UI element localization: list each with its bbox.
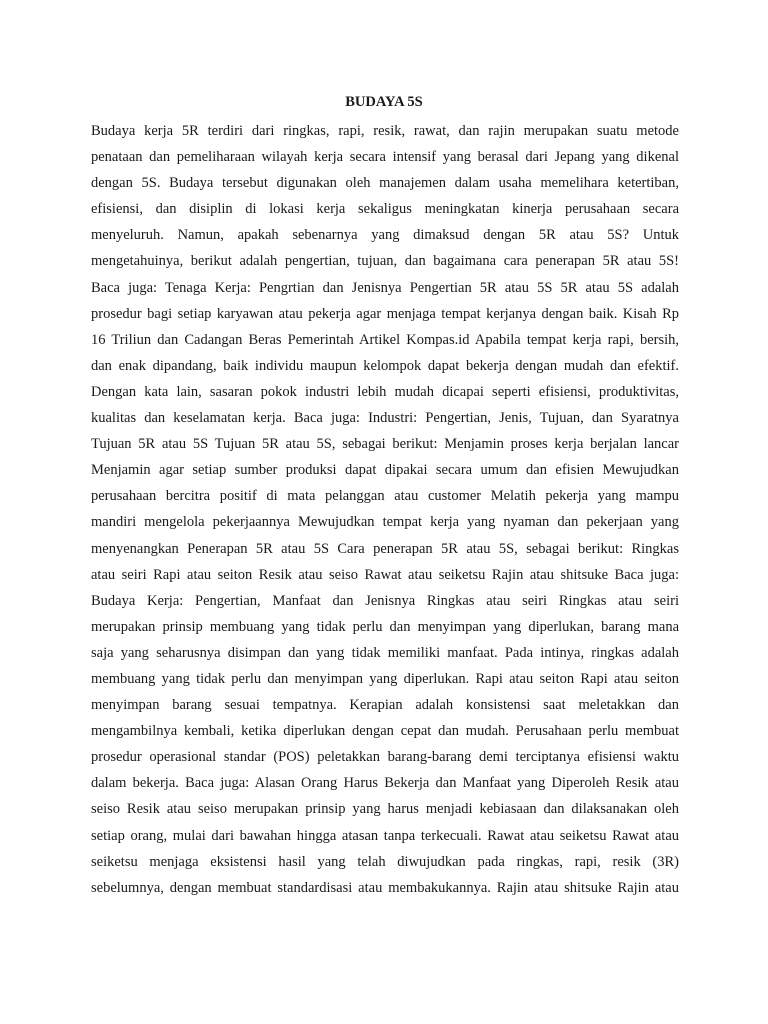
document-body: [91, 118, 679, 901]
body-line: prosedur operasional standar (POS) peletakkan barang-barang demi terciptanya efisiensi waktu: [91, 749, 679, 766]
body-line: membuang yang tidak perlu dan menyimpan yang diperlukan. Rapi atau seiton Rapi atau seiton: [91, 670, 679, 687]
body-line: merupakan prinsip membuang yang tidak perlu dan menyimpan yang diperlukan, barang mana: [91, 618, 679, 635]
body-line: penataan dan pemeliharaan wilayah kerja secara intensif yang berasal dari Jepang yang dikenal: [91, 149, 679, 166]
body-line: seiso Resik atau seiso merupakan prinsip yang harus menjadi kebiasaan dan dilaksanakan oleh: [91, 801, 679, 818]
body-line: setiap orang, mulai dari bawahan hingga atasan tanpa terkecuali. Rawat atau seiketsu Rawat atau: [91, 827, 679, 844]
body-line: mengetahuinya, berikut adalah pengertian, tujuan, dan bagaimana cara penerapan 5R atau 5S!: [91, 253, 679, 270]
body-line: Menjamin agar setiap sumber produksi dapat dipakai secara umum dan efisien Mewujudkan: [91, 462, 679, 479]
body-line: Dengan kata lain, sasaran pokok industri lebih mudah dicapai seperti efisiensi, produktivitas,: [91, 383, 679, 400]
body-line: saja yang seharusnya disimpan dan yang tidak memiliki manfaat. Pada intinya, ringkas adalah: [91, 644, 679, 661]
body-line: seiketsu menjaga eksistensi hasil yang telah diwujudkan pada ringkas, rapi, resik (3R): [91, 853, 679, 870]
body-line: sebelumnya, dengan membuat standardisasi atau membakukannya. Rajin atau shitsuke Rajin atau: [91, 879, 679, 896]
body-line: efisiensi, dan disiplin di lokasi kerja sekaligus meningkatan kinerja perusahaan secara: [91, 201, 679, 218]
body-line: Budaya Kerja: Pengertian, Manfaat dan Jenisnya Ringkas atau seiri Ringkas atau seiri: [91, 592, 679, 609]
body-line: dan enak dipandang, baik individu maupun kelompok dapat bekerja dengan mudah dan efektif.: [91, 357, 679, 374]
body-line: Baca juga: Tenaga Kerja: Pengrtian dan Jenisnya Pengertian 5R atau 5S 5R atau 5S adalah: [91, 279, 679, 296]
body-line: perusahaan bercitra positif di mata pelanggan atau customer Melatih pekerja yang mampu: [91, 488, 679, 505]
document-title: BUDAYA 5S: [345, 94, 423, 110]
body-line: mengambilnya kembali, ketika diperlukan dengan cepat dan mudah. Perusahaan perlu membuat: [91, 723, 679, 740]
body-line: atau seiri Rapi atau seiton Resik atau seiso Rawat atau seiketsu Rajin atau shitsuke Baca juga:: [91, 566, 679, 583]
body-line: 16 Triliun dan Cadangan Beras Pemerintah Artikel Kompas.id Apabila tempat kerja rapi, bersih,: [91, 331, 679, 348]
body-line: dengan 5S. Budaya tersebut digunakan oleh manajemen dalam usaha memelihara ketertiban,: [91, 175, 679, 192]
body-line: menyimpan barang sesuai tempatnya. Kerapian adalah konsistensi saat meletakkan dan: [91, 697, 679, 714]
body-line: kualitas dan keselamatan kerja. Baca juga: Industri: Pengertian, Jenis, Tujuan, dan Syaratnya: [91, 410, 679, 427]
body-line: prosedur bagi setiap karyawan atau pekerja agar menjaga tempat kerjanya dengan baik. Kisah Rp: [91, 305, 679, 322]
body-line: dalam bekerja. Baca juga: Alasan Orang Harus Bekerja dan Manfaat yang Diperoleh Resik atau: [91, 775, 679, 792]
body-line: mandiri mengelola pekerjaannya Mewujudkan tempat kerja yang nyaman dan pekerjaan yang: [91, 514, 679, 531]
body-line: menyeluruh. Namun, apakah sebenarnya yang dimaksud dengan 5R atau 5S? Untuk: [91, 227, 679, 244]
body-line: menyenangkan Penerapan 5R atau 5S Cara penerapan 5R atau 5S, sebagai berikut: Ringkas: [91, 540, 679, 557]
body-line: Tujuan 5R atau 5S Tujuan 5R atau 5S, sebagai berikut: Menjamin proses kerja berjalan lancar: [91, 436, 679, 453]
body-line: Budaya kerja 5R terdiri dari ringkas, rapi, resik, rawat, dan rajin merupakan suatu metode: [91, 123, 679, 139]
